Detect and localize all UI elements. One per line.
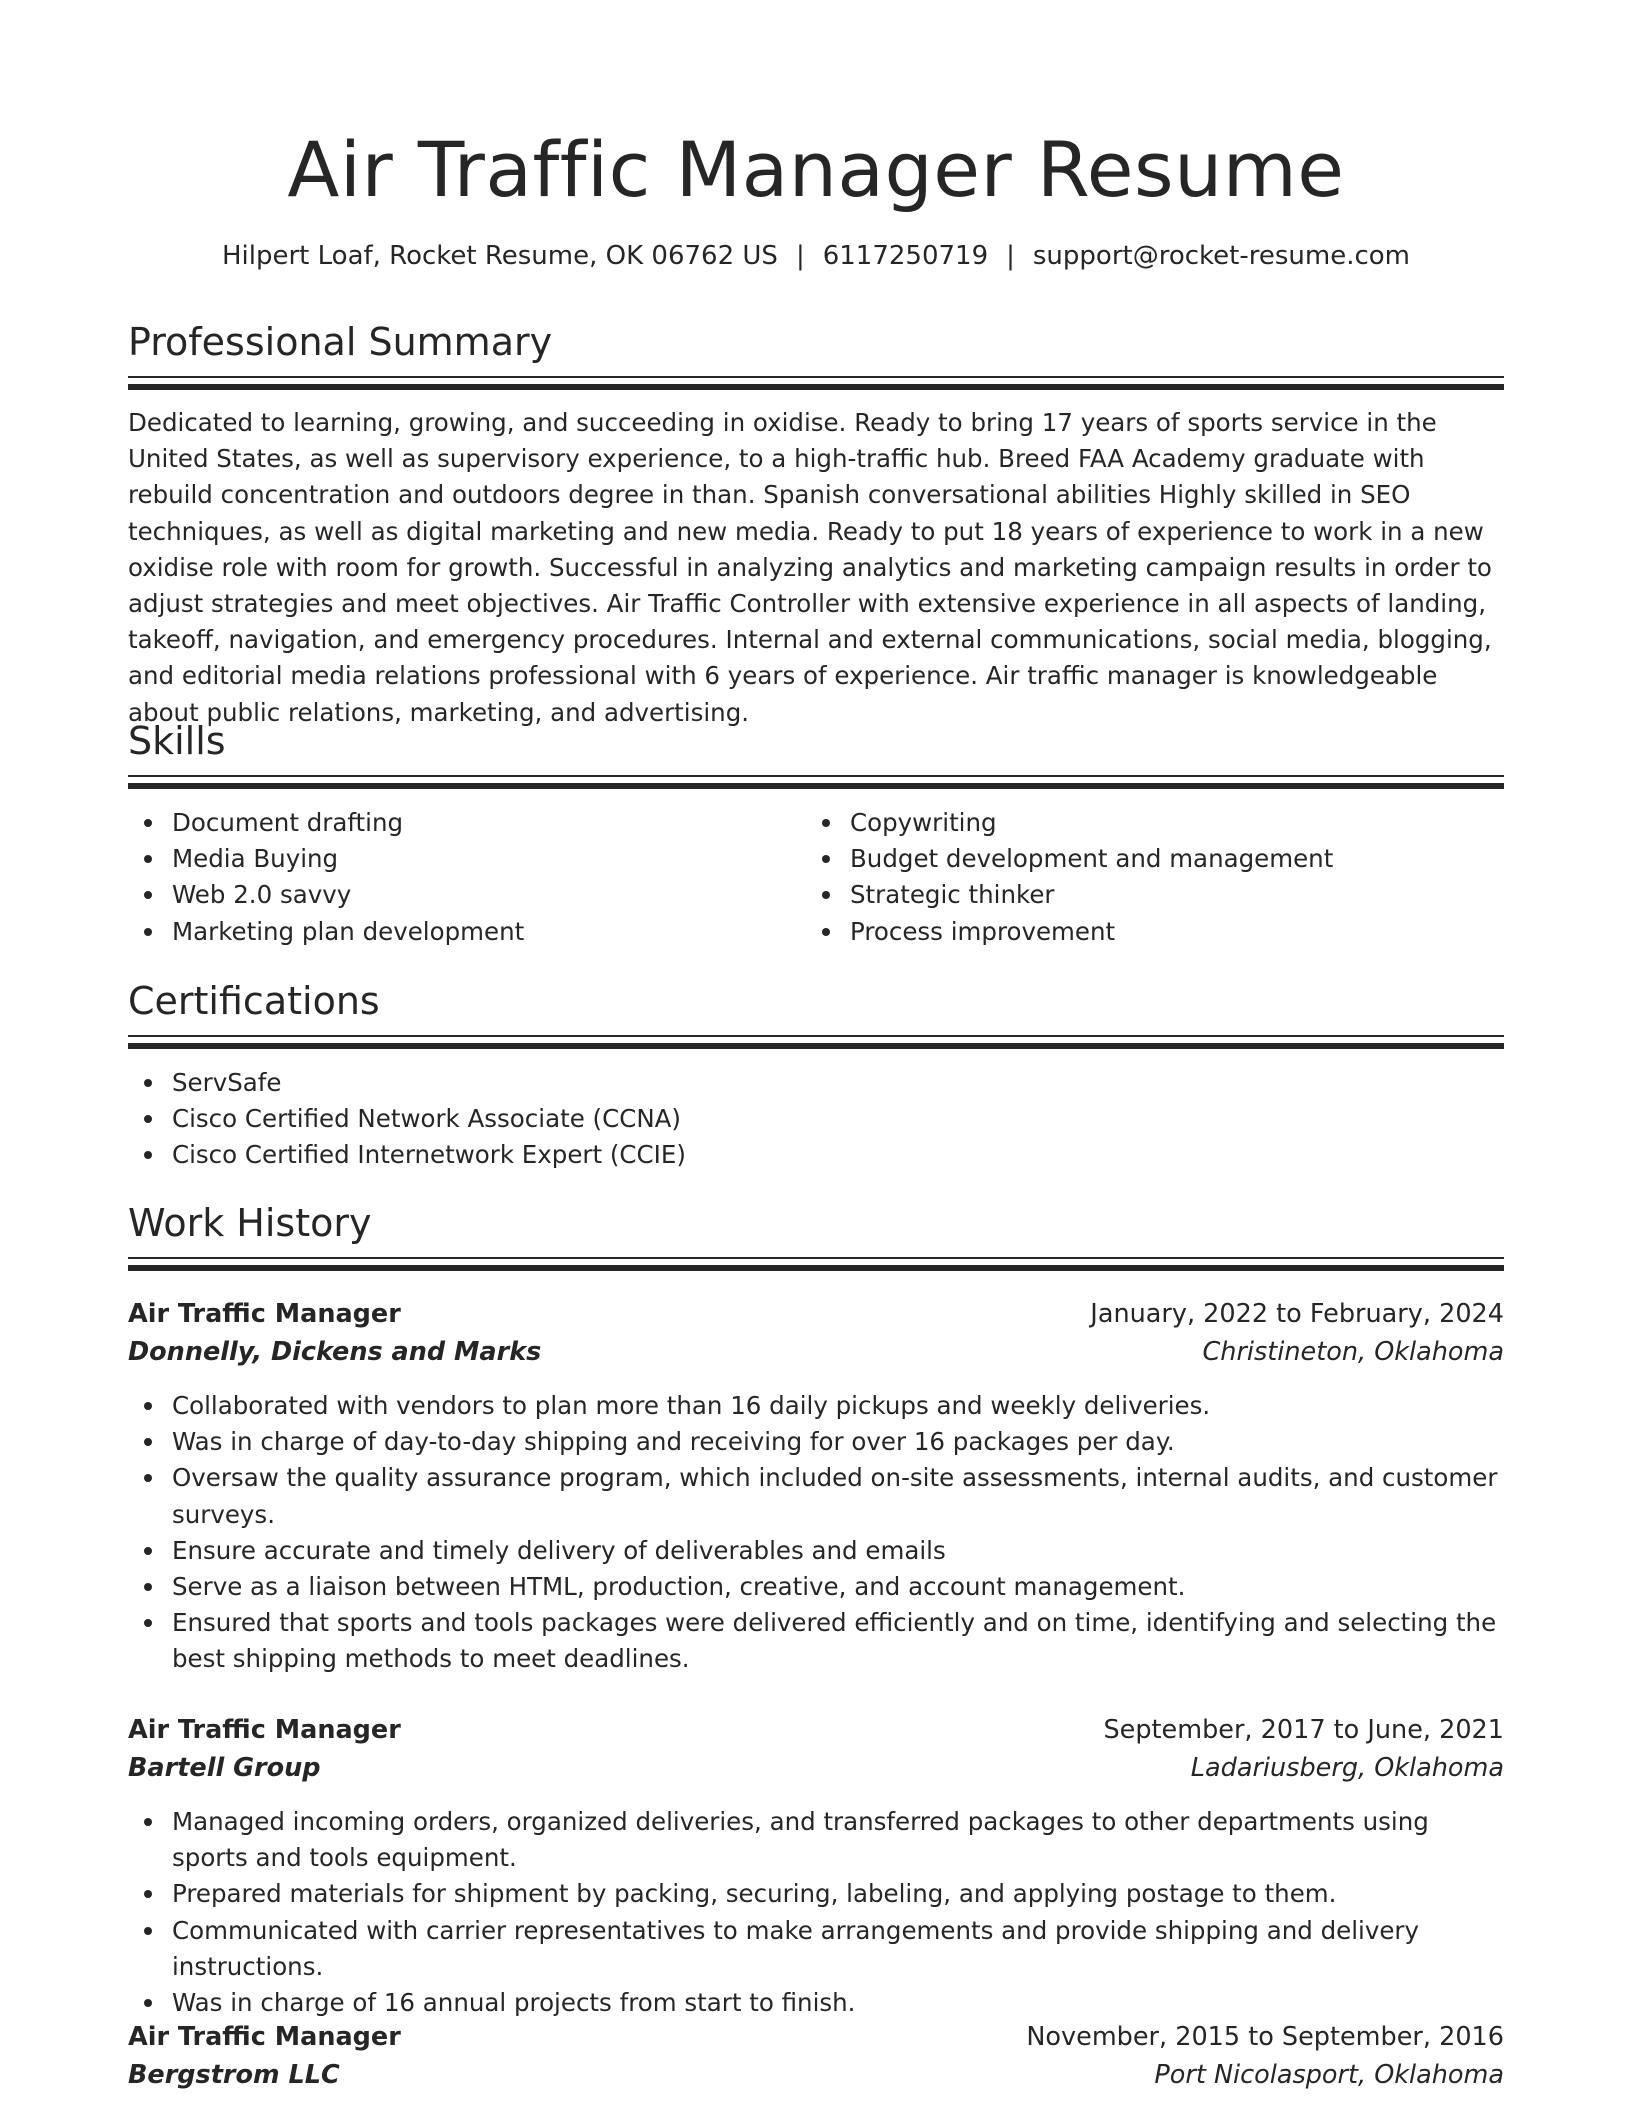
page-title: Air Traffic Manager Resume (287, 125, 1345, 214)
job-company: Bergstrom LLC (128, 2060, 340, 2090)
contact-separator: | (1006, 241, 1015, 271)
job-location: Port Nicolasport, Oklahoma (1154, 2060, 1504, 2090)
list-item: Strategic thinker (806, 877, 1504, 913)
list-item: Collaborated with vendors to plan more than 16 daily pickups and weekly deliveries. (128, 1388, 1504, 1424)
list-item: Process improvement (806, 914, 1504, 950)
skills-list-right (806, 805, 1504, 950)
contact-line (128, 238, 1504, 274)
list-item: Web 2.0 savvy (128, 877, 798, 913)
section-heading-certifications: Certifications (128, 979, 380, 1023)
contact-email: support@rocket-resume.com (1032, 241, 1410, 271)
job-dates: September, 2017 to June, 2021 (1103, 1715, 1504, 1745)
contact-address: Hilpert Loaf, Rocket Resume, OK 06762 US (221, 241, 778, 271)
job-duties-list (128, 1804, 1504, 2021)
list-item: Cisco Certified Network Associate (CCNA) (128, 1101, 1504, 1137)
list-item: ServSafe (128, 1065, 1504, 1101)
certifications-list (128, 1065, 1504, 1174)
list-item: Media Buying (128, 841, 798, 877)
list-item: Document drafting (128, 805, 798, 841)
skills-list-left (128, 805, 798, 950)
job-title: Air Traffic Manager (128, 2022, 401, 2052)
list-item: Budget development and management (806, 841, 1504, 877)
section-heading-work-history: Work History (128, 1201, 372, 1245)
list-item: Prepared materials for shipment by packing, securing, labeling, and applying postage to them. (128, 1876, 1504, 1912)
list-item: Was in charge of 16 annual projects from start to finish. (128, 1985, 1504, 2021)
list-item: Serve as a liaison between HTML, production, creative, and account management. (128, 1569, 1504, 1605)
job-company: Donnelly, Dickens and Marks (128, 1337, 542, 1367)
list-item: Marketing plan development (128, 914, 798, 950)
job-title: Air Traffic Manager (128, 1299, 401, 1329)
job-title: Air Traffic Manager (128, 1715, 401, 1745)
list-item: Managed incoming orders, organized deliveries, and transferred packages to other departments using sports and tools equipment. (128, 1804, 1504, 1876)
contact-phone: 6117250719 (822, 241, 989, 271)
list-item: Communicated with carrier representatives to make arrangements and provide shipping and delivery instructions. (128, 1913, 1504, 1985)
section-divider (128, 1257, 1504, 1272)
section-heading-summary: Professional Summary (128, 320, 553, 364)
list-item: Was in charge of day-to-day shipping and receiving for over 16 packages per day. (128, 1424, 1504, 1460)
job-location: Christineton, Oklahoma (1202, 1337, 1504, 1367)
job-location: Ladariusberg, Oklahoma (1190, 1753, 1504, 1783)
summary-text: Dedicated to learning, growing, and succeeding in oxidise. Ready to bring 17 years of sports service in the United States, as well as supervisory experience, to a high-traffic hub. Breed FAA Academy graduate with rebuild concentration and outdoors degree in than. Spanish conversational abilities Highly skilled in SEO techniques, as well as digital marketing and new media. Ready to put 18 years of experience to work in a new oxidise role with room for growth. Successful in analyzing analytics and marketing campaign results in order to adjust strategies and meet objectives. Air Traffic Controller with extensive experience in all aspects of landing, takeoff, navigation, and emergency procedures. Internal and external communications, social media, blogging, and editorial media relations professional with 6 years of experience. Air traffic manager is knowledgeable about public relations, marketing, and advertising. (128, 408, 1492, 727)
list-item: Copywriting (806, 805, 1504, 841)
job-duties-list (128, 1388, 1504, 1678)
section-divider (128, 376, 1504, 391)
list-item: Cisco Certified Internetwork Expert (CCIE) (128, 1137, 1504, 1173)
section-divider (128, 1035, 1504, 1050)
section-heading-skills: Skills (128, 719, 226, 763)
list-item: Ensured that sports and tools packages were delivered efficiently and on time, identifying and selecting the best shipping methods to meet deadlines. (128, 1605, 1504, 1677)
job-dates: November, 2015 to September, 2016 (1026, 2022, 1504, 2052)
section-divider (128, 775, 1504, 790)
list-item: Oversaw the quality assurance program, which included on-site assessments, internal audits, and customer surveys. (128, 1460, 1504, 1532)
job-dates: January, 2022 to February, 2024 (1090, 1299, 1504, 1329)
job-company: Bartell Group (128, 1753, 321, 1783)
list-item: Ensure accurate and timely delivery of deliverables and emails (128, 1533, 1504, 1569)
contact-separator: | (795, 241, 805, 271)
